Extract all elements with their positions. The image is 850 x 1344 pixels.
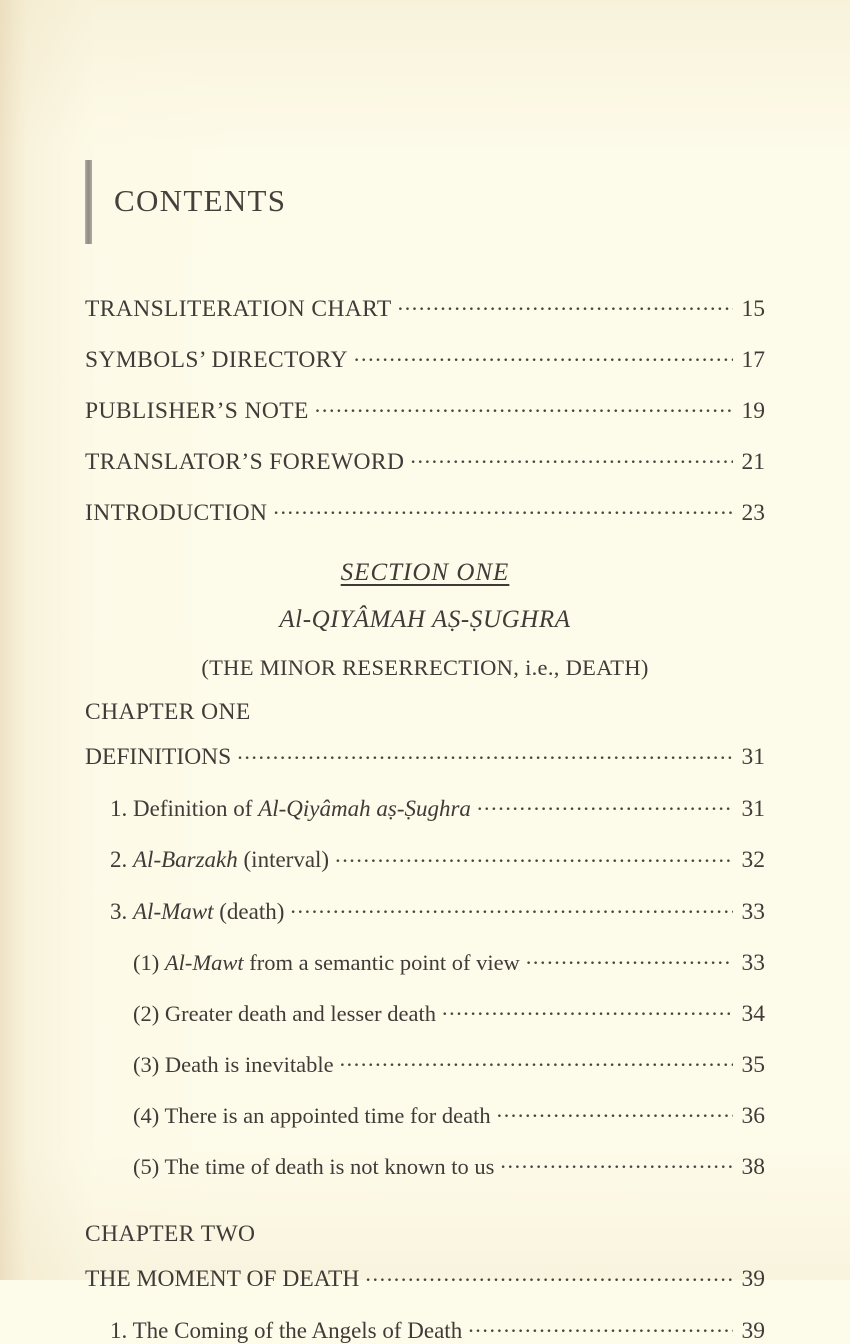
toc-entry-number: 3. [110, 898, 133, 924]
toc-entry-label [85, 346, 348, 373]
toc-entry-text: (death) [213, 898, 285, 924]
toc-entry-chapter-title[interactable] [85, 741, 765, 770]
toc-entry-item[interactable] [110, 793, 765, 822]
toc-entry-label [85, 397, 309, 424]
toc-entry-front-matter[interactable] [85, 496, 765, 525]
toc-item [85, 947, 765, 975]
toc-entry-item[interactable] [133, 1100, 765, 1128]
toc-entry-text: TRANSLATOR’S FOREWORD [85, 448, 405, 475]
toc-entry-text: The Coming of the Angels of Death [132, 1317, 463, 1343]
dot-leader [365, 1263, 733, 1287]
toc-entry-number: (1) [133, 949, 165, 975]
toc-entry-text: PUBLISHER’S NOTE [85, 397, 309, 424]
toc-entry-text: THE MOMENT OF DEATH [85, 1266, 360, 1292]
toc-entry-text: SYMBOLS’ DIRECTORY [85, 346, 348, 373]
toc-entry-text: Death is inevitable [164, 1051, 334, 1077]
toc-item [85, 1100, 765, 1128]
toc-page-number: 21 [741, 448, 765, 475]
dot-leader [237, 741, 733, 765]
toc-entry-front-matter[interactable] [85, 292, 765, 321]
section-heading-line-2: Al-QIYÂMAH AṢ-ṢUGHRA [279, 606, 571, 633]
toc-page-number: 32 [741, 847, 765, 873]
dot-leader [468, 1315, 733, 1338]
chapter-list [85, 701, 765, 1343]
toc-entry-label [133, 1000, 436, 1026]
toc-entry-chapter-title[interactable] [85, 1263, 765, 1292]
toc-entry-item[interactable] [133, 1151, 765, 1179]
toc-page-number: 31 [741, 795, 765, 822]
table-of-contents [85, 292, 765, 1343]
page-title-block [85, 160, 286, 244]
toc-entry-text: DEFINITIONS [85, 744, 232, 770]
toc-entry-item[interactable] [133, 998, 765, 1026]
toc-entry-text: The time of death is not known to us [164, 1153, 495, 1179]
toc-entry-label [133, 1051, 334, 1077]
toc-entry-text: from a semantic point of view [243, 949, 520, 975]
toc-entry-term-italic: Al-Barzakh [133, 847, 238, 872]
toc-entry-label [85, 746, 231, 770]
toc-entry-label [110, 1319, 462, 1342]
toc-entry-label [110, 797, 471, 820]
toc-entry-number: 1. [110, 1317, 133, 1343]
toc-entry-label [133, 1153, 495, 1179]
chapter-items [85, 1315, 765, 1344]
toc-entry-label [110, 900, 284, 923]
toc-entry-item[interactable] [110, 844, 765, 873]
toc-entry-number: (3) [133, 1051, 165, 1077]
toc-page-number: 39 [741, 1317, 765, 1344]
dot-leader [290, 896, 733, 919]
toc-page-number: 39 [741, 1266, 765, 1292]
toc-entry-label [85, 448, 405, 475]
dot-leader [335, 844, 733, 867]
toc-entry-text: INTRODUCTION [85, 499, 268, 526]
toc-entry-number: 2. [110, 847, 133, 872]
toc-item [85, 793, 765, 822]
toc-entry-item[interactable] [133, 1049, 765, 1077]
dot-leader [315, 394, 733, 418]
toc-entry-number: (2) [133, 1000, 165, 1026]
toc-entry-label [110, 848, 329, 871]
toc-entry-number: (4) [133, 1102, 165, 1128]
dot-leader [526, 947, 733, 970]
toc-entry-number: 1. [110, 795, 133, 821]
toc-entry-term-italic: Al-Mawt [133, 898, 214, 924]
dot-leader [500, 1151, 733, 1174]
toc-entry-label [133, 949, 520, 975]
dot-leader [340, 1049, 733, 1072]
toc-page-number: 34 [741, 1000, 765, 1027]
toc-page-number: 33 [741, 898, 765, 925]
toc-entry-text: There is an appointed time for death [164, 1102, 491, 1128]
section-heading [85, 559, 765, 681]
dot-leader [273, 496, 733, 520]
toc-item [85, 1151, 765, 1179]
dot-leader [477, 793, 733, 816]
section-heading-line-1: SECTION ONE [340, 559, 510, 586]
toc-item [85, 844, 765, 873]
toc-entry-item[interactable] [110, 1315, 765, 1344]
toc-entry-label [133, 1102, 491, 1128]
chapter-label: CHAPTER TWO [85, 1221, 256, 1247]
toc-entry-label [85, 499, 268, 526]
toc-page-number: 15 [741, 295, 765, 322]
front-matter-list [85, 292, 765, 525]
toc-item [85, 1049, 765, 1077]
chapter-group [85, 701, 765, 1179]
toc-page-number: 23 [741, 499, 765, 526]
toc-page-number: 35 [741, 1051, 765, 1078]
chapter-group [85, 1223, 765, 1343]
title-accent-rule [85, 160, 92, 244]
toc-item [85, 998, 765, 1026]
dot-leader [410, 445, 733, 469]
toc-page-number: 17 [741, 346, 765, 373]
toc-entry-term-italic: Al-Qiyâmah aṣ-Ṣughra [258, 795, 471, 821]
page-title: CONTENTS [114, 182, 287, 218]
toc-page-number: 31 [741, 744, 765, 770]
toc-entry-text: (interval) [237, 847, 330, 872]
toc-entry-text: TRANSLITERATION CHART [85, 295, 392, 322]
toc-item [85, 896, 765, 925]
dot-leader [398, 292, 733, 316]
toc-page-number: 36 [741, 1102, 765, 1129]
toc-entry-text: Definition of [133, 795, 259, 821]
toc-entry-item[interactable] [133, 947, 765, 975]
chapter-label: CHAPTER ONE [85, 699, 251, 725]
toc-entry-item[interactable] [110, 896, 765, 925]
section-heading-line-3: (THE MINOR RESERRECTION, i.e., DEATH) [201, 655, 649, 680]
chapter-items [85, 793, 765, 1180]
toc-item [85, 1315, 765, 1344]
toc-entry-front-matter[interactable] [85, 343, 765, 372]
toc-entry-text: Greater death and lesser death [164, 1000, 436, 1026]
toc-entry-term-italic: Al-Mawt [164, 949, 244, 975]
toc-entry-front-matter[interactable] [85, 394, 765, 423]
toc-entry-front-matter[interactable] [85, 445, 765, 474]
dot-leader [442, 998, 733, 1021]
toc-entry-label [85, 295, 392, 322]
dot-leader [354, 343, 733, 367]
toc-page-number: 38 [741, 1153, 765, 1180]
toc-entry-number: (5) [133, 1153, 165, 1179]
dot-leader [497, 1100, 733, 1123]
toc-page-number: 33 [741, 949, 765, 976]
toc-page-number: 19 [741, 397, 765, 424]
